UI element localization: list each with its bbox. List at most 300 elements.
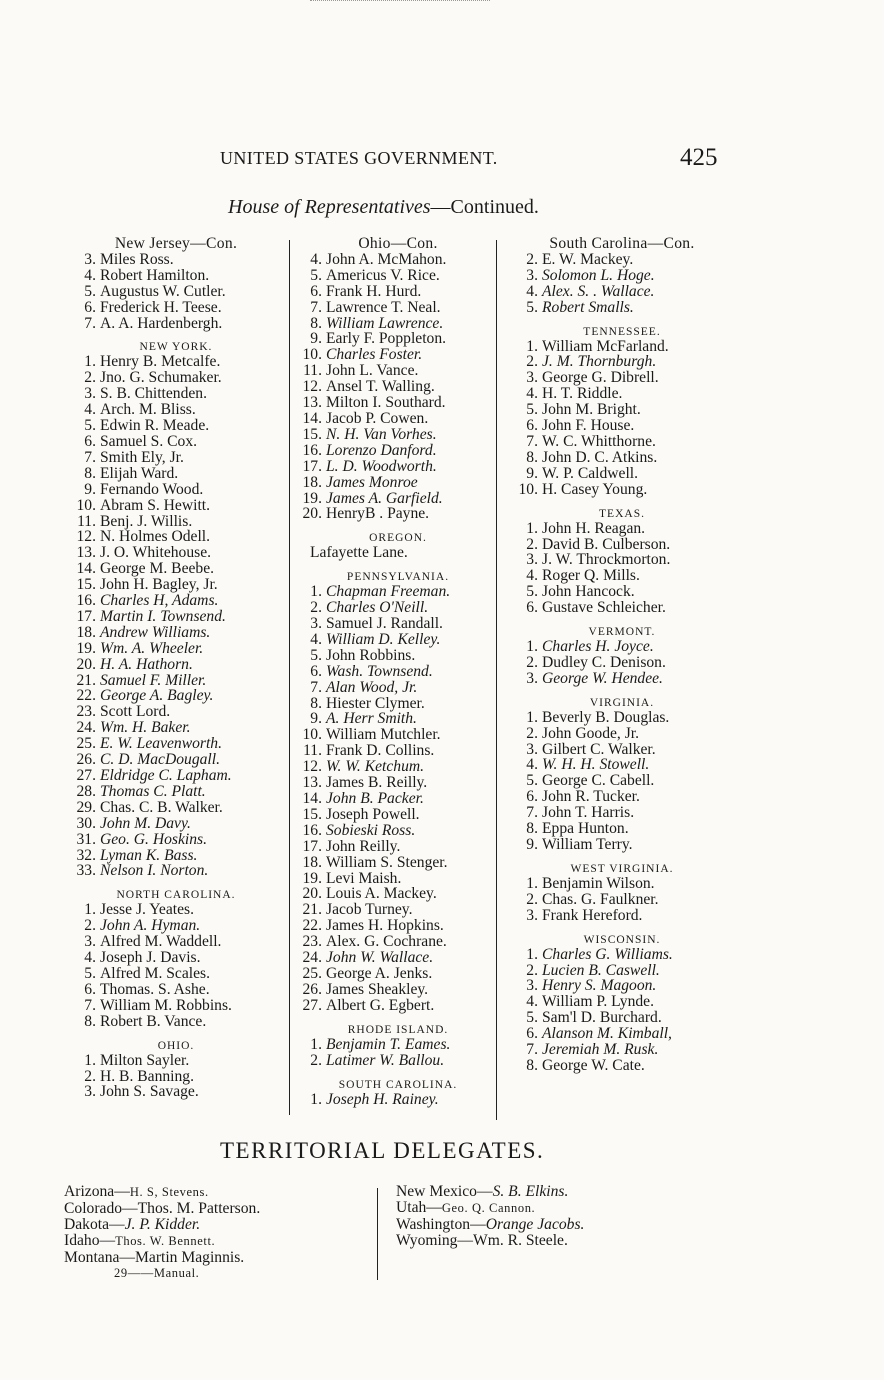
subhead-italic: House of Representatives bbox=[228, 196, 431, 218]
representative-entry bbox=[296, 664, 500, 680]
representative-name: Americus V. Rice. bbox=[326, 266, 440, 284]
district-number: 12. bbox=[302, 758, 322, 776]
representative-name: George A. Jenks. bbox=[326, 964, 433, 982]
representative-name: Jeremiah M. Rusk. bbox=[542, 1041, 659, 1059]
state-heading: VIRGINIA. bbox=[589, 696, 655, 709]
representative-name: George A. Bagley. bbox=[100, 687, 214, 705]
representative-name: Beverly B. Douglas. bbox=[542, 708, 670, 726]
representative-name: Thomas. S. Ashe. bbox=[100, 980, 210, 998]
district-number: 5. bbox=[526, 298, 538, 316]
delegate-name: Geo. Q. Cannon. bbox=[441, 1200, 536, 1215]
representative-name: George M. Beebe. bbox=[100, 560, 215, 578]
district-number: 3. bbox=[526, 266, 538, 284]
district-number: 4. bbox=[84, 949, 96, 967]
representative-entry bbox=[296, 918, 500, 934]
representative-name: Alan Wood, Jr. bbox=[326, 678, 418, 696]
representative-name: Charles H, Adams. bbox=[100, 592, 219, 610]
representative-entry bbox=[296, 331, 500, 347]
representative-entry bbox=[512, 1042, 732, 1058]
representative-entry bbox=[512, 773, 732, 789]
state-section bbox=[296, 570, 500, 1013]
representative-entry bbox=[296, 600, 500, 616]
representative-name: Lafayette Lane. bbox=[310, 544, 408, 562]
district-number: 20. bbox=[76, 655, 96, 673]
territorial-right-column bbox=[396, 1184, 696, 1249]
representative-name: John D. C. Atkins. bbox=[542, 448, 658, 466]
representative-entry bbox=[512, 821, 732, 837]
representative-name: Alex. G. Cochrane. bbox=[326, 933, 447, 951]
district-number: 4. bbox=[526, 567, 538, 585]
district-number: 28. bbox=[76, 782, 96, 800]
representative-entry bbox=[512, 284, 732, 300]
representative-entry bbox=[70, 1053, 282, 1069]
district-number: 25. bbox=[76, 735, 96, 753]
district-number: 20. bbox=[302, 885, 322, 903]
representative-entry bbox=[296, 696, 500, 712]
representative-name: N. Holmes Odell. bbox=[100, 528, 211, 546]
representative-name: Albert G. Egbert. bbox=[326, 996, 435, 1014]
delegate-name: Thos. M. Patterson. bbox=[137, 1199, 261, 1217]
delegate-name: J. P. Kidder. bbox=[124, 1215, 201, 1233]
district-number: 3. bbox=[526, 977, 538, 995]
district-number: 31. bbox=[76, 830, 96, 848]
representative-name: Alfred M. Waddell. bbox=[100, 933, 222, 951]
representative-entry bbox=[70, 370, 282, 386]
territory-name: Idaho— bbox=[64, 1231, 116, 1249]
district-number: 9. bbox=[310, 710, 322, 728]
representative-name: H. T. Riddle. bbox=[542, 385, 623, 403]
representative-entry bbox=[296, 982, 500, 998]
representative-entry bbox=[512, 742, 732, 758]
representative-name: Louis A. Mackey. bbox=[326, 885, 437, 903]
district-number: 15. bbox=[76, 576, 96, 594]
district-number: 5. bbox=[526, 583, 538, 601]
representative-entry bbox=[512, 892, 732, 908]
state-section bbox=[512, 236, 732, 316]
district-number: 23. bbox=[302, 933, 322, 951]
representative-name: James Monroe bbox=[326, 473, 418, 491]
district-number: 9. bbox=[84, 480, 96, 498]
representative-entry bbox=[70, 752, 282, 768]
district-number: 26. bbox=[76, 751, 96, 769]
district-number: 1. bbox=[526, 708, 538, 726]
representative-entry bbox=[70, 688, 282, 704]
representative-name: Jesse J. Yeates. bbox=[100, 901, 194, 919]
representative-name: John Robbins. bbox=[326, 646, 416, 664]
district-number: 3. bbox=[310, 615, 322, 633]
district-number: 4. bbox=[310, 250, 322, 268]
representative-entry bbox=[296, 902, 500, 918]
representative-name: W. H. H. Stowell. bbox=[542, 756, 650, 774]
representative-entry bbox=[296, 759, 500, 775]
district-number: 22. bbox=[76, 687, 96, 705]
representative-entry bbox=[296, 711, 500, 727]
representative-name: James Sheakley. bbox=[326, 980, 429, 998]
representative-name: Robert B. Vance. bbox=[100, 1012, 207, 1030]
district-number: 13. bbox=[302, 774, 322, 792]
representative-name: John T. Harris. bbox=[542, 804, 635, 822]
representative-name: Lawrence T. Neal. bbox=[326, 298, 441, 316]
representative-name: John H. Bagley, Jr. bbox=[100, 576, 218, 594]
district-number: 8. bbox=[84, 464, 96, 482]
column-2 bbox=[296, 236, 500, 1107]
state-heading: WEST VIRGINIA. bbox=[570, 862, 674, 875]
representative-name: John A. Hyman. bbox=[100, 917, 201, 935]
district-number: 4. bbox=[526, 385, 538, 403]
representative-entry bbox=[70, 252, 282, 268]
representative-entry bbox=[70, 386, 282, 402]
representative-entry bbox=[512, 339, 732, 355]
representative-name: Andrew Williams. bbox=[100, 623, 211, 641]
representative-name: Ansel T. Walling. bbox=[326, 378, 435, 396]
representative-entry bbox=[512, 1010, 732, 1026]
representative-name: W. C. Whitthorne. bbox=[542, 432, 656, 450]
column-divider-1 bbox=[289, 240, 290, 1115]
state-section bbox=[70, 236, 282, 331]
district-number: 2. bbox=[526, 890, 538, 908]
representative-name: David B. Culberson. bbox=[542, 535, 671, 553]
representative-name: Roger Q. Mills. bbox=[542, 567, 640, 585]
territorial-title: TERRITORIAL DELEGATES. bbox=[220, 1138, 545, 1163]
district-number: 7. bbox=[310, 678, 322, 696]
state-heading: TEXAS. bbox=[599, 507, 645, 520]
district-number: 8. bbox=[526, 820, 538, 838]
representative-entry bbox=[70, 736, 282, 752]
representative-name: N. H. Van Vorhes. bbox=[326, 425, 437, 443]
representative-name: E. W. Mackey. bbox=[542, 250, 634, 268]
delegate-name: Martin Maginnis. bbox=[135, 1248, 245, 1266]
representative-entry bbox=[296, 616, 500, 632]
district-number: 21. bbox=[76, 671, 96, 689]
district-number: 14. bbox=[76, 560, 96, 578]
state-section bbox=[512, 862, 732, 924]
representative-entry bbox=[296, 823, 500, 839]
representative-entry bbox=[512, 466, 732, 482]
district-number: 2. bbox=[84, 369, 96, 387]
representative-name: Henry B. Metcalfe. bbox=[100, 353, 221, 371]
district-number: 14. bbox=[302, 409, 322, 427]
district-number: 27. bbox=[302, 996, 322, 1014]
district-number: 15. bbox=[302, 425, 322, 443]
representative-name: John A. McMahon. bbox=[326, 250, 447, 268]
district-number: 8. bbox=[526, 448, 538, 466]
representative-entry bbox=[512, 805, 732, 821]
district-number: 2. bbox=[526, 250, 538, 268]
representative-name: Edwin R. Meade. bbox=[100, 417, 210, 435]
district-number: 1. bbox=[310, 583, 322, 601]
state-heading: WISCONSIN. bbox=[583, 933, 661, 946]
district-number: 2. bbox=[526, 961, 538, 979]
representative-entry bbox=[296, 584, 500, 600]
representative-name: William Mutchler. bbox=[326, 726, 441, 744]
state-section bbox=[70, 1039, 282, 1101]
representative-entry bbox=[296, 966, 500, 982]
representative-entry bbox=[70, 641, 282, 657]
representative-entry bbox=[296, 648, 500, 664]
representative-entry bbox=[296, 998, 500, 1014]
representative-entry bbox=[70, 316, 282, 332]
representative-name: Lorenzo Danford. bbox=[326, 441, 437, 459]
state-heading: South Carolina—Con. bbox=[549, 235, 695, 252]
representative-entry bbox=[70, 966, 282, 982]
representative-name: Milton I. Southard. bbox=[326, 394, 446, 412]
representative-entry bbox=[296, 855, 500, 871]
district-number: 3. bbox=[526, 551, 538, 569]
representative-name: Geo. G. Hoskins. bbox=[100, 830, 207, 848]
state-heading: OREGON. bbox=[369, 532, 427, 545]
district-number: 24. bbox=[302, 949, 322, 967]
state-section bbox=[296, 531, 500, 561]
representative-name: Elijah Ward. bbox=[100, 464, 179, 482]
district-number: 16. bbox=[302, 441, 322, 459]
state-section bbox=[296, 1078, 500, 1108]
representative-entry bbox=[512, 252, 732, 268]
district-number: 23. bbox=[76, 703, 96, 721]
representative-name: Abram S. Hewitt. bbox=[100, 496, 211, 514]
representative-name: William McFarland. bbox=[542, 337, 669, 355]
representative-name: J. M. Thornburgh. bbox=[542, 353, 657, 371]
representative-name: H. Casey Young. bbox=[542, 480, 648, 498]
representative-entry bbox=[296, 252, 500, 268]
representative-entry bbox=[512, 1026, 732, 1042]
representative-name: Smith Ely, Jr. bbox=[100, 448, 184, 466]
representative-entry bbox=[512, 876, 732, 892]
representative-entry bbox=[296, 459, 500, 475]
representative-entry bbox=[70, 1084, 282, 1100]
district-number: 1. bbox=[84, 1051, 96, 1069]
state-heading: VERMONT. bbox=[588, 626, 656, 639]
representative-name: Robert Hamilton. bbox=[100, 266, 210, 284]
representative-name: William Lawrence. bbox=[326, 314, 444, 332]
representative-entry bbox=[70, 982, 282, 998]
state-heading: TENNESSEE. bbox=[583, 325, 661, 338]
representative-name: John H. Reagan. bbox=[542, 519, 646, 537]
district-number: 6. bbox=[84, 298, 96, 316]
delegate-entry bbox=[64, 1201, 364, 1217]
representative-entry bbox=[296, 379, 500, 395]
representative-entry bbox=[512, 584, 732, 600]
district-number: 6. bbox=[526, 599, 538, 617]
district-number: 1. bbox=[526, 519, 538, 537]
delegate-name: H. S, Stevens. bbox=[129, 1185, 209, 1199]
representative-entry bbox=[512, 726, 732, 742]
representative-entry bbox=[512, 789, 732, 805]
representative-entry bbox=[70, 918, 282, 934]
representative-entry bbox=[70, 300, 282, 316]
representative-entry bbox=[70, 609, 282, 625]
representative-entry bbox=[296, 871, 500, 887]
representative-name: William Terry. bbox=[542, 836, 633, 853]
representative-entry bbox=[512, 268, 732, 284]
district-number: 10. bbox=[302, 346, 322, 364]
district-number: 3. bbox=[84, 933, 96, 951]
representative-entry bbox=[70, 657, 282, 673]
representative-entry bbox=[70, 1069, 282, 1085]
district-number: 1. bbox=[526, 874, 538, 892]
district-number: 16. bbox=[302, 821, 322, 839]
representative-entry bbox=[512, 837, 732, 853]
state-heading: Ohio—Con. bbox=[358, 235, 438, 252]
delegate-name: Orange Jacobs. bbox=[485, 1215, 585, 1233]
representative-entry bbox=[296, 791, 500, 807]
territory-name: New Mexico— bbox=[396, 1183, 493, 1200]
column-divider-2 bbox=[496, 240, 497, 1120]
representative-name: Alex. S. . Wallace. bbox=[542, 282, 655, 300]
district-number: 5. bbox=[84, 964, 96, 982]
delegate-entry bbox=[64, 1184, 364, 1201]
representative-name: John Hancock. bbox=[542, 583, 635, 601]
representative-entry bbox=[70, 577, 282, 593]
representative-name: Sam'l D. Burchard. bbox=[542, 1009, 662, 1027]
representative-name: E. W. Leavenworth. bbox=[100, 735, 223, 753]
representative-entry bbox=[70, 816, 282, 832]
representative-name: Hiester Clymer. bbox=[326, 694, 425, 712]
representative-entry bbox=[512, 710, 732, 726]
state-section bbox=[512, 625, 732, 687]
representative-entry bbox=[296, 680, 500, 696]
district-number: 3. bbox=[84, 250, 96, 268]
representative-name: William D. Kelley. bbox=[326, 630, 441, 648]
representative-entry bbox=[70, 902, 282, 918]
district-number: 7. bbox=[310, 298, 322, 316]
state-heading: New Jersey—Con. bbox=[114, 235, 238, 252]
district-number: 32. bbox=[76, 846, 96, 864]
representative-entry bbox=[296, 427, 500, 443]
representative-entry bbox=[512, 402, 732, 418]
representative-entry bbox=[296, 743, 500, 759]
district-number: 7. bbox=[526, 432, 538, 450]
delegate-entry bbox=[64, 1250, 364, 1266]
territory-name: Wyoming— bbox=[396, 1231, 474, 1249]
representative-entry bbox=[296, 1037, 500, 1053]
district-number: 2. bbox=[310, 1051, 322, 1069]
top-rule bbox=[310, 0, 490, 1]
representative-entry bbox=[512, 482, 732, 498]
running-head: UNITED STATES GOVERNMENT. bbox=[220, 148, 498, 168]
representative-name: Augustus W. Cutler. bbox=[100, 282, 226, 300]
district-number: 7. bbox=[526, 804, 538, 822]
representative-name: William S. Stenger. bbox=[326, 853, 448, 871]
representative-entry bbox=[512, 600, 732, 616]
representative-entry bbox=[296, 395, 500, 411]
representative-name: James A. Garfield. bbox=[326, 489, 443, 507]
district-number: 5. bbox=[526, 1009, 538, 1027]
representative-name: John W. Wallace. bbox=[326, 949, 434, 967]
representative-name: William P. Lynde. bbox=[542, 993, 654, 1011]
representative-name: Frank H. Hurd. bbox=[326, 282, 422, 300]
district-number: 1. bbox=[84, 901, 96, 919]
representative-entry bbox=[296, 950, 500, 966]
district-number: 17. bbox=[302, 457, 322, 475]
representative-name: Charles O'Neill. bbox=[326, 599, 429, 617]
representative-name: A. Herr Smith. bbox=[326, 710, 417, 728]
representative-entry bbox=[70, 545, 282, 561]
state-section bbox=[70, 340, 282, 879]
district-number: 6. bbox=[84, 980, 96, 998]
representative-name: George G. Dibrell. bbox=[542, 369, 659, 387]
territory-name: Montana— bbox=[64, 1248, 136, 1266]
representative-entry bbox=[70, 354, 282, 370]
representative-name: John M. Davy. bbox=[100, 814, 191, 832]
representative-name: John L. Vance. bbox=[326, 362, 419, 380]
representative-name: H. B. Banning. bbox=[100, 1067, 194, 1085]
district-number: 4. bbox=[84, 401, 96, 419]
representative-entry bbox=[70, 434, 282, 450]
representative-entry bbox=[296, 506, 500, 522]
district-number: 5. bbox=[84, 417, 96, 435]
representative-entry bbox=[296, 268, 500, 284]
representative-name: W. P. Caldwell. bbox=[542, 464, 639, 482]
district-number: 1. bbox=[310, 1035, 322, 1053]
representative-name: Benj. J. Willis. bbox=[100, 512, 193, 530]
representative-entry bbox=[70, 863, 282, 879]
district-number: 6. bbox=[310, 662, 322, 680]
district-number: 8. bbox=[84, 1012, 96, 1030]
district-number: 22. bbox=[302, 917, 322, 935]
representative-name: Frederick H. Teese. bbox=[100, 298, 222, 316]
column-3 bbox=[512, 236, 732, 1074]
state-heading: NORTH CAROLINA. bbox=[116, 889, 236, 902]
delegate-entry bbox=[396, 1233, 696, 1249]
territorial-left-column bbox=[64, 1184, 364, 1281]
district-number: 4. bbox=[310, 630, 322, 648]
representative-entry bbox=[296, 363, 500, 379]
representative-name: HenryB . Payne. bbox=[326, 505, 430, 523]
representative-entry bbox=[296, 284, 500, 300]
district-number: 4. bbox=[526, 282, 538, 300]
representative-name: Miles Ross. bbox=[100, 250, 174, 268]
representative-name: Levi Maish. bbox=[326, 869, 402, 887]
representative-entry bbox=[512, 671, 732, 687]
district-number: 9. bbox=[526, 836, 538, 853]
representative-name: Jacob Turney. bbox=[326, 901, 413, 919]
representative-entry bbox=[70, 284, 282, 300]
representative-name: Charles G. Williams. bbox=[542, 945, 673, 963]
district-number: 14. bbox=[302, 790, 322, 807]
representative-entry bbox=[512, 300, 732, 316]
representative-entry bbox=[512, 418, 732, 434]
district-number: 6. bbox=[84, 432, 96, 450]
district-number: 2. bbox=[526, 653, 538, 671]
representative-name: Henry S. Magoon. bbox=[542, 977, 657, 995]
representative-name: Eppa Hunton. bbox=[542, 820, 629, 838]
representative-entry bbox=[512, 386, 732, 402]
representative-name: Benjamin Wilson. bbox=[542, 874, 655, 892]
delegate-entry bbox=[396, 1200, 696, 1217]
district-number: 7. bbox=[84, 996, 96, 1014]
representative-entry bbox=[70, 998, 282, 1014]
representative-entry bbox=[70, 466, 282, 482]
representative-name: Gilbert C. Walker. bbox=[542, 740, 656, 758]
district-number: 16. bbox=[76, 592, 96, 610]
representative-name: James H. Hopkins. bbox=[326, 917, 444, 935]
representative-name: Joseph J. Davis. bbox=[100, 949, 201, 967]
representative-entry bbox=[512, 947, 732, 963]
representative-name: Fernando Wood. bbox=[100, 480, 204, 498]
representative-name: C. D. MacDougall. bbox=[100, 751, 220, 769]
district-number: 13. bbox=[76, 544, 96, 562]
representative-entry bbox=[70, 482, 282, 498]
district-number: 7. bbox=[84, 448, 96, 466]
district-number: 4. bbox=[526, 993, 538, 1011]
district-number: 3. bbox=[526, 669, 538, 687]
state-section bbox=[512, 696, 732, 853]
representative-entry bbox=[70, 529, 282, 545]
representative-name: George W. Hendee. bbox=[542, 669, 663, 687]
district-number: 7. bbox=[526, 1041, 538, 1059]
representative-entry bbox=[512, 370, 732, 386]
district-number: 3. bbox=[526, 906, 538, 924]
